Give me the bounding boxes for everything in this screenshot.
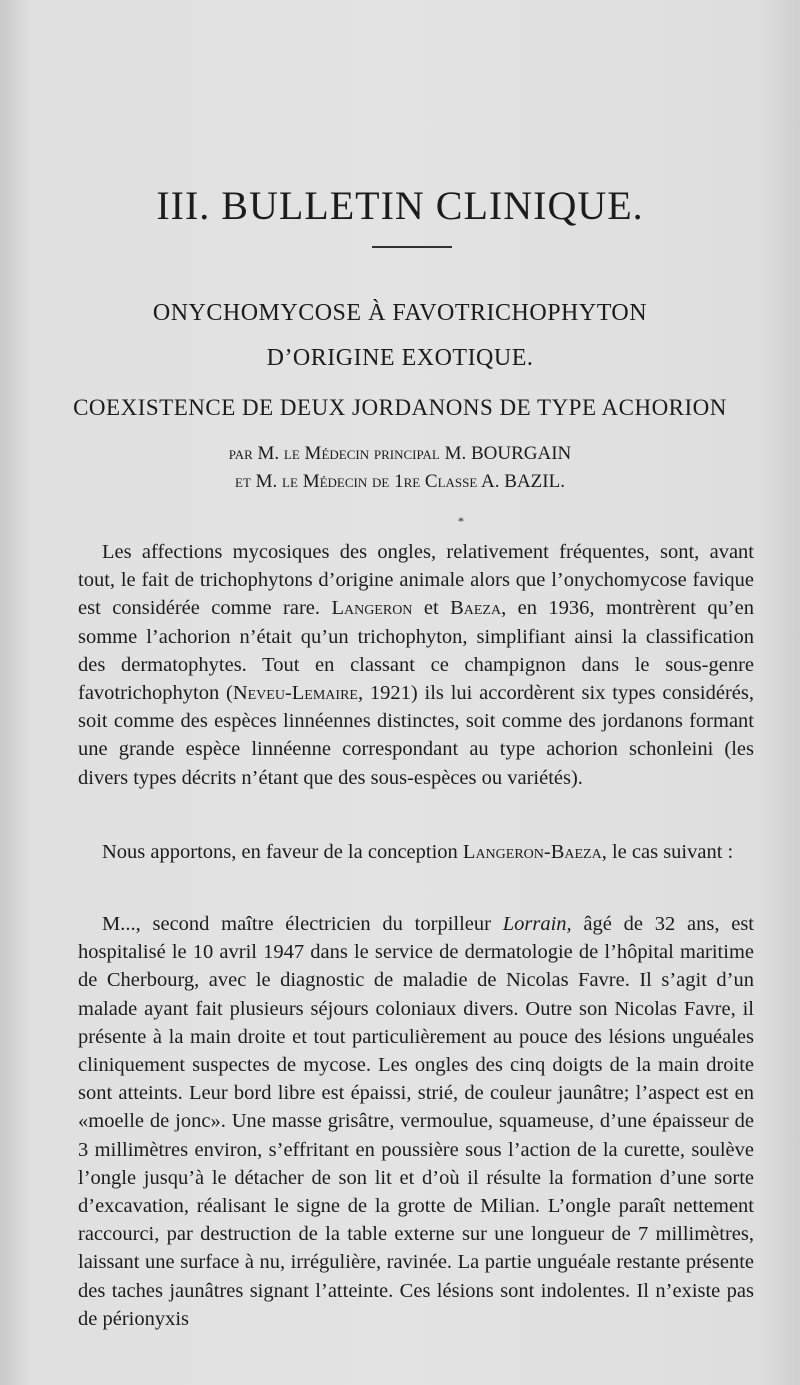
ship-name: Lorrain,	[502, 913, 572, 935]
p1-text-d: , 1921) ils lui accordèrent six types considérés, soit comme des espèces linnéennes distinctes, soit comme des jordanons formant une grande espèce linnéenne correspondant au type achorion schonleini (les divers types décrits n’étant que des sous-espèces ou variétés).	[78, 682, 755, 789]
author-bazil: A. BAZIL.	[481, 471, 565, 492]
p1-text-a: Les affections mycosiques des ongles, relativement fréquentes, sont, avant tout, le fait de trichophytons d’origine animale alors que l’onychomycose favique est considérée comme rare.	[78, 541, 754, 620]
byline-1-prefix: par M. le Médecin principal	[228, 443, 440, 464]
article-subtitle: COEXISTENCE DE DEUX JORDANONS DE TYPE ACHORION	[73, 395, 727, 420]
p3-text-b: âgé de 32 ans, est hospitalisé le 10 avril 1947 dans le service de dermatologie de l’hôpital maritime de Cherbourg, avec le diagnostic de maladie de Nicolas Favre. Il s’agit d’un malade ayant fait plusieurs séjours coloniaux divers. Outre son Nicolas Favre, il présente à la main droite et tout particulièrement au pouce des lésions unguéales cliniquement suspectes de mycose. Les ongles des cinq doigts de la main droite sont atteints. Leur bord libre est épaissi, strié, de couleur jaunâtre; l’aspect est en «moelle de jonc». Une masse grisâtre, vermoulue, squameuse, d’une épaisseur de 3 millimètres environ, s’effritant en poussière sous l’action de la curette, soulève l’ongle jusqu’à le détacher de son lit et d’où il résulte la formation d’une sorte d’excavation, réalisant le signe de la grotte de Milian. L’ongle paraît nettement raccourci, par destruction de la table externe sur une longueur de 7 millimètres, laissant une surface à nu, irrégulière, ravinée. La partie unguéale restante présente des taches jaunâtres signant l’atteinte. Ces lésions sont indolentes. Il n’existe pas de périonyxis	[78, 913, 754, 1330]
p3-text-a: M..., second maître électricien du torpilleur	[102, 913, 503, 935]
p1-text-c: , en 1936, montrèrent qu’en somme l’achorion n’était qu’un trichophyton, simplifiant ainsi la classification des dermatophytes. Tout en classant ce champignon dans le sous-genre favotrichophyton (	[78, 597, 755, 705]
author-baeza: Baeza	[450, 597, 502, 620]
title-rule	[372, 246, 452, 248]
paragraph-case-report	[78, 910, 754, 1333]
author-neveu-lemaire: Neveu-Lemaire	[232, 682, 358, 705]
byline-2-prefix: et M. le Médecin de 1re Classe	[235, 471, 478, 492]
byline-2	[0, 471, 800, 493]
separator-mark: *	[458, 514, 464, 528]
section-title: III. BULLETIN CLINIQUE.	[156, 183, 644, 228]
author-langeron: Langeron	[331, 597, 413, 620]
author-langeron-baeza: Langeron-Baeza	[462, 841, 602, 863]
p2-text-a: Nous apportons, en faveur de la conception	[102, 841, 463, 863]
article-title-line1: ONYCHOMYCOSE À FAVOTRICHOPHYTON	[152, 300, 648, 326]
paragraph-intro	[78, 538, 754, 792]
byline-1	[0, 443, 800, 465]
p2-text-b: , le cas suivant :	[601, 841, 734, 863]
paragraph-case-intro	[78, 838, 754, 866]
p1-text-b: et	[412, 597, 451, 620]
article-title-line2: D’ORIGINE EXOTIQUE.	[266, 345, 534, 371]
author-bourgain: M. BOURGAIN	[444, 443, 572, 464]
